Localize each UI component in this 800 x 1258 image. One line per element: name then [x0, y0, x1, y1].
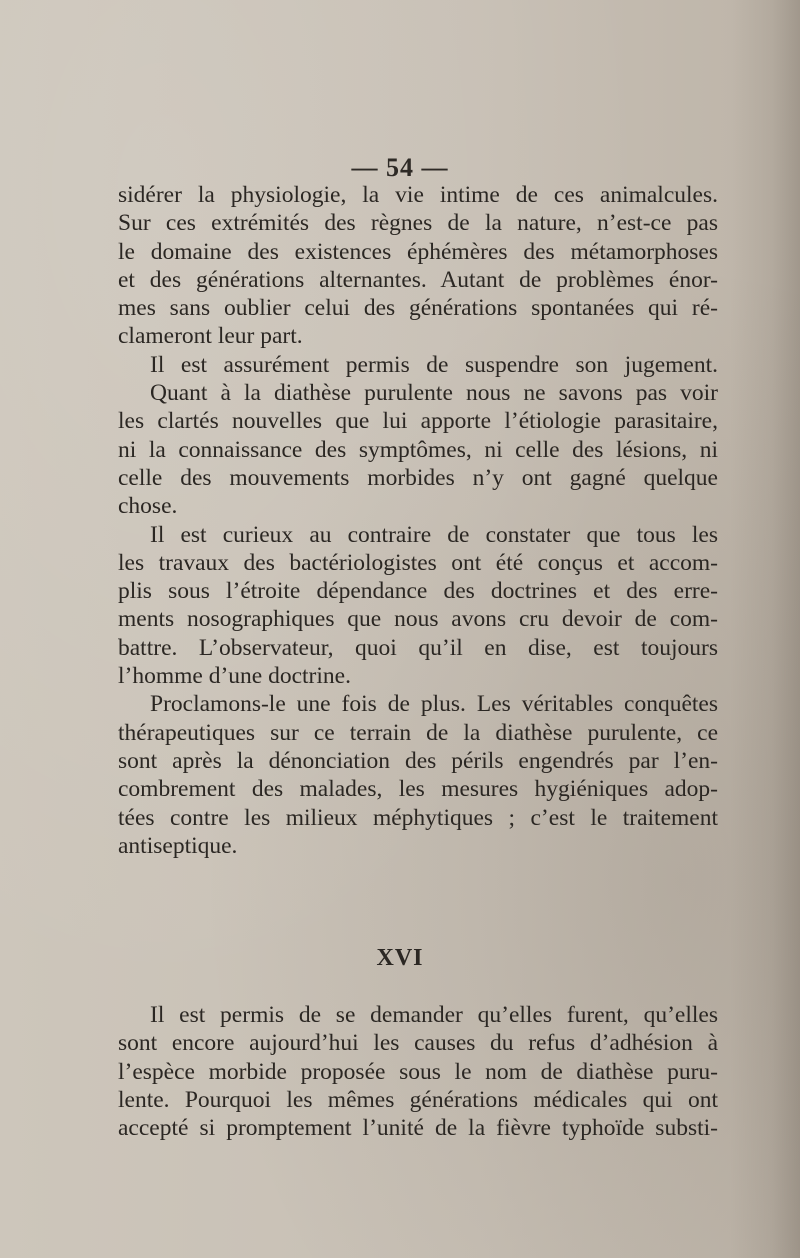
text-line: Il est permis de se demander qu’elles furent, qu’elles	[150, 1002, 718, 1028]
text-line: plis sous l’étroite dépendance des doctrines et des erre-	[118, 578, 718, 605]
text-line: sont après la dénonciation des périls engendrés par l’en-	[118, 747, 718, 774]
page-edge-shadow	[730, 0, 800, 1258]
text-line: Quant à la diathèse purulente nous ne savons pas voir	[150, 380, 718, 407]
text-line: et des générations alternantes. Autant de problèmes énor-	[118, 266, 718, 293]
text-line: Il est assurément permis de suspendre son jugement.	[150, 351, 718, 378]
section-heading: XVI	[376, 945, 424, 971]
text-line: thérapeutiques sur ce terrain de la diathèse purulente, ce	[118, 719, 718, 746]
text-line: tées contre les milieux méphytiques ; c’est le traitement	[118, 804, 718, 831]
text-line: clameront leur part.	[118, 323, 303, 350]
text-line: sidérer la physiologie, la vie intime de ces animalcules.	[118, 182, 718, 208]
text-line: mes sans oublier celui des générations spontanées qui ré-	[118, 295, 718, 322]
text-line: sont encore aujourd’hui les causes du refus d’adhésion à	[118, 1030, 718, 1057]
text-line: antiseptique.	[118, 832, 238, 859]
text-line: accepté si promptement l’unité de la fièvre typhoïde substi-	[118, 1115, 718, 1142]
text-line: Sur ces extrémités des règnes de la nature, n’est-ce pas	[118, 210, 718, 237]
text-line: l’homme d’une doctrine.	[118, 663, 351, 690]
page-number: — 54 —	[351, 153, 449, 182]
text-line: Proclamons-le une fois de plus. Les véritables conquêtes	[150, 691, 718, 718]
text-line: celle des mouvements morbides n’y ont gagné quelque	[118, 464, 718, 491]
text-line: l’espèce morbide proposée sous le nom de diathèse puru-	[118, 1058, 718, 1085]
text-line: lente. Pourquoi les mêmes générations médicales qui ont	[118, 1086, 718, 1113]
text-line: ni la connaissance des symptômes, ni celle des lésions, ni	[118, 436, 718, 463]
body-text-bottom	[118, 1001, 718, 1142]
text-line: les clartés nouvelles que lui apporte l’étiologie parasitaire,	[118, 408, 718, 435]
text-line: combrement des malades, les mesures hygiéniques adop-	[118, 776, 718, 803]
text-line: ments nosographiques que nous avons cru devoir de com-	[118, 606, 718, 633]
text-line: battre. L’observateur, quoi qu’il en dise, est toujours	[118, 634, 718, 661]
text-line: les travaux des bactériologistes ont été conçus et accom-	[118, 549, 718, 576]
text-line: le domaine des existences éphémères des métamorphoses	[118, 238, 718, 265]
text-line: Il est curieux au contraire de constater que tous les	[150, 521, 718, 548]
body-text-top	[118, 181, 718, 860]
text-line: chose.	[118, 493, 178, 520]
